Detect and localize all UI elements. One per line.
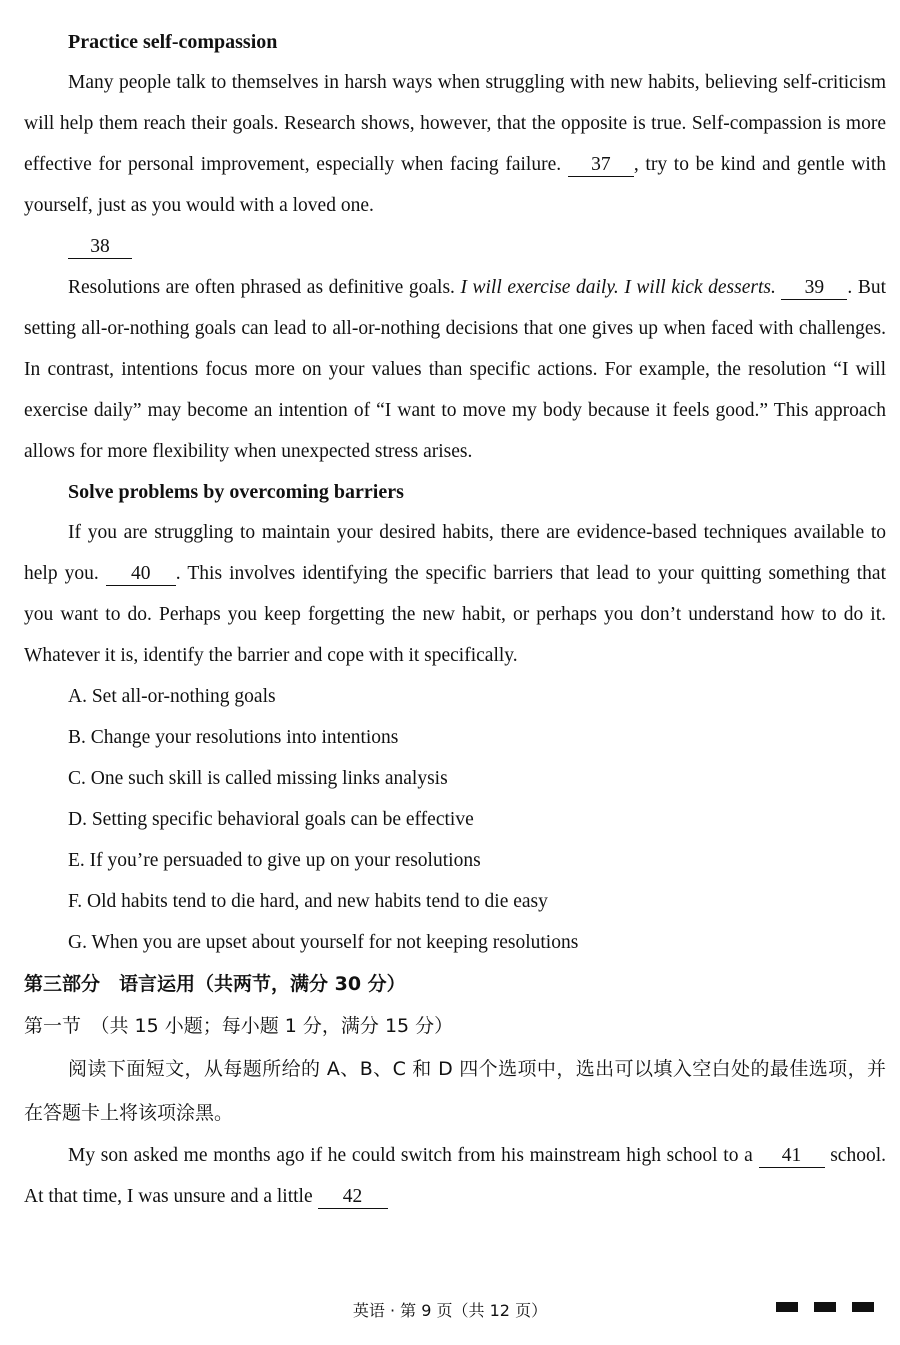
paragraph-text: Resolutions are often phrased as definitive goals. xyxy=(68,277,455,298)
italic-examples: I will exercise daily. I will kick desserts. xyxy=(460,277,776,298)
option-e[interactable]: E. If you’re persuaded to give up on your resolutions xyxy=(68,850,481,871)
section-heading-self-compassion: Practice self-compassion xyxy=(68,31,278,53)
blank-38[interactable]: 38 xyxy=(68,236,132,259)
blank-39[interactable]: 39 xyxy=(781,277,847,300)
blank-40[interactable]: 40 xyxy=(106,563,176,586)
page-footer: 英语 · 第 9 页（共 12 页） xyxy=(352,1301,548,1320)
paragraph-self-compassion xyxy=(24,62,886,226)
footer-marks xyxy=(776,1302,874,1312)
blank-41[interactable]: 41 xyxy=(759,1145,825,1168)
paragraph-text: . But setting all-or-nothing goals can lead to all-or-nothing decisions that one gives up when faced with challenges. In contrast, intentions focus more on your values than specific actions. For example, the resolution “I will exercise daily” may become an intention of “I want to move my body because it feels good.” This approach allows for more flexibility when unexpected stress arises. xyxy=(24,277,887,462)
part3-title: 第三部分 语言运用（共两节，满分 30 分） xyxy=(24,973,406,995)
paragraph-text: If you are struggling to maintain your desired habits, there are evidence-based techniques available to help you. xyxy=(24,522,886,584)
paragraph-text: My son asked me months ago if he could switch from his mainstream high school to a xyxy=(68,1145,753,1166)
option-g[interactable]: G. When you are upset about yourself for not keeping resolutions xyxy=(68,932,579,953)
blank-42[interactable]: 42 xyxy=(318,1186,388,1209)
heading-blank-row xyxy=(24,226,886,267)
options-list xyxy=(24,676,886,963)
black-mark-icon xyxy=(852,1302,874,1312)
option-c[interactable]: C. One such skill is called missing links analysis xyxy=(68,768,448,789)
instructions: 阅读下面短文，从每题所给的 A、B、C 和 D 四个选项中，选出可以填入空白处的最佳选项，并在答题卡上将该项涂黑。 xyxy=(24,1058,886,1124)
option-b[interactable]: B. Change your resolutions into intentions xyxy=(68,727,399,748)
paragraph-resolutions xyxy=(24,267,886,472)
paragraph-barriers xyxy=(24,512,886,676)
option-a[interactable]: A. Set all-or-nothing goals xyxy=(68,686,276,707)
black-mark-icon xyxy=(814,1302,836,1312)
blank-37[interactable]: 37 xyxy=(568,154,634,177)
paragraph-text: . This involves identifying the specific barriers that lead to your quitting something that you want to do. Perhaps you keep forgetting the new habit, or perhaps you don’t understand how to do it. Whatever it is, identify the barrier and cope with it specifically. xyxy=(24,563,886,666)
paragraph-cloze xyxy=(24,1135,886,1217)
paragraph-text: Many people talk to themselves in harsh ways when struggling with new habits, believing self-criticism will help them reach their goals. Research shows, however, that the opposite is true. Self-compassion is more effective for personal improvement, especially when facing failure. xyxy=(24,72,886,175)
option-f[interactable]: F. Old habits tend to die hard, and new habits tend to die easy xyxy=(68,891,548,912)
paragraph-text: , try to be kind and gentle with yourself, just as you would with a loved one. xyxy=(24,154,887,216)
section1-title: 第一节 （共 15 小题；每小题 1 分，满分 15 分） xyxy=(24,1015,454,1037)
section-heading-solve-problems: Solve problems by overcoming barriers xyxy=(68,481,404,503)
black-mark-icon xyxy=(776,1302,798,1312)
paragraph-text: school. At that time, I was unsure and a little xyxy=(24,1145,886,1207)
option-d[interactable]: D. Setting specific behavioral goals can be effective xyxy=(68,809,474,830)
document-page xyxy=(24,22,886,1217)
